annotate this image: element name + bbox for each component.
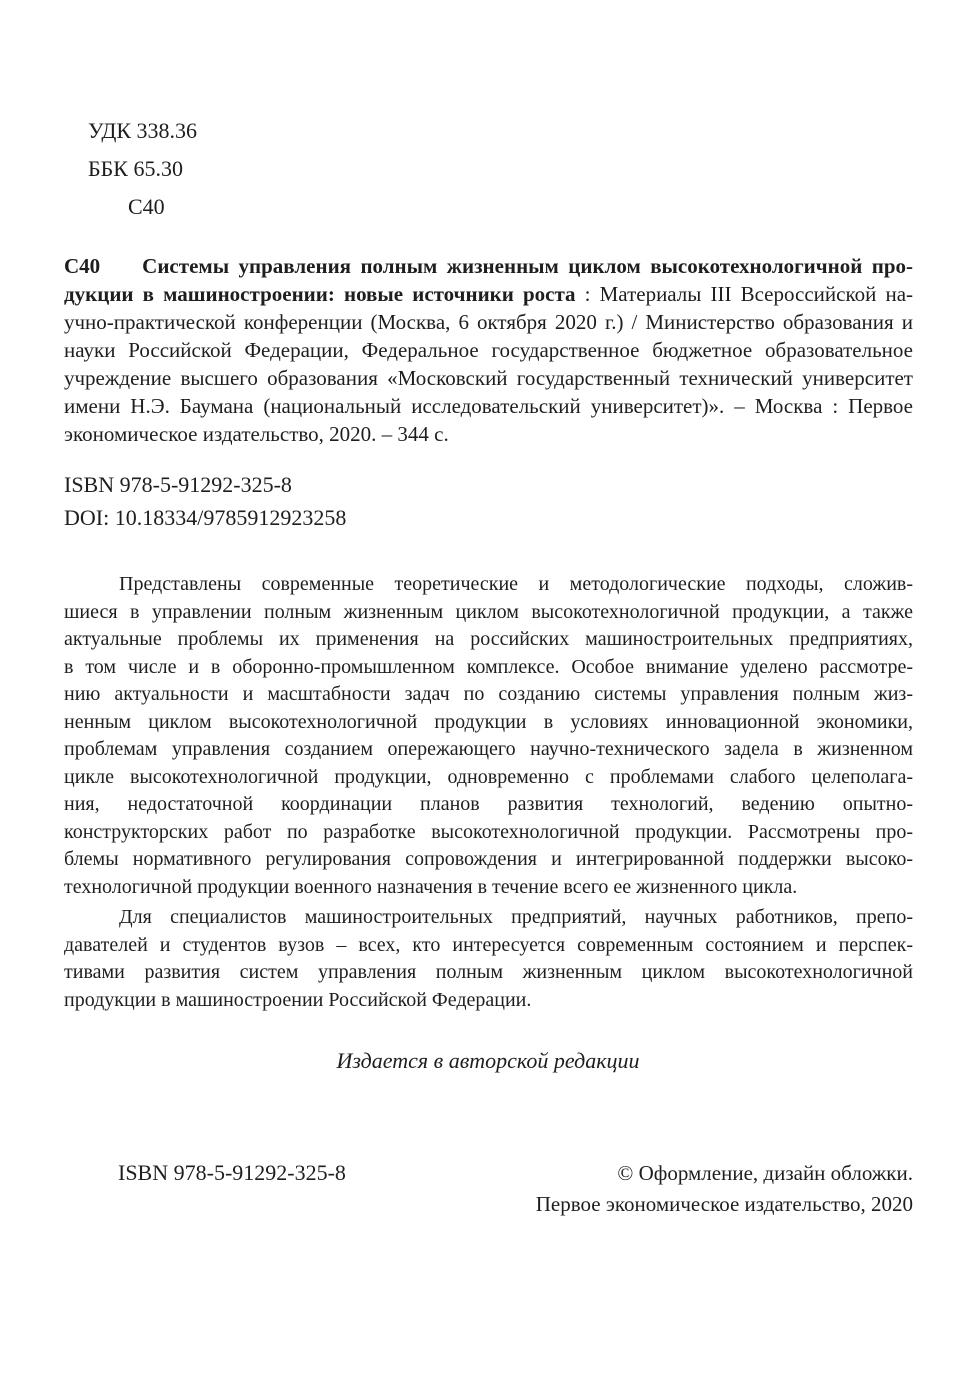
text-segment: имени Н.Э. Баумана (национальный исследовательский университет)». – Москва : Первое [64, 394, 913, 418]
text-line [64, 364, 913, 392]
text-segment: шиеся в управлении полным жизненным циклом высокотехнологичной продукции, а также [64, 600, 913, 623]
text-line [64, 420, 913, 448]
abstract-paragraph-1 [64, 571, 913, 901]
text-line [64, 987, 913, 1015]
text-line [64, 252, 913, 280]
text-segment: цикле высокотехнологичной продукции, одновременно с проблемами слабого целеполага- [64, 765, 913, 788]
text-line [64, 681, 913, 709]
text-segment: С40 [64, 254, 101, 278]
text-segment: науки Российской Федерации, Федеральное государственное бюджетное образовательное [64, 338, 913, 362]
udk-code: УДК 338.36 [88, 118, 198, 143]
text-line [64, 904, 913, 932]
text-segment: продукции в машиностроении Российской Федерации. [64, 988, 532, 1011]
bibliographic-description-paragraph [64, 252, 913, 448]
footer-isbn: ISBN 978-5-91292-325-8 [118, 1160, 346, 1185]
text-line [64, 599, 913, 627]
identifiers-block [64, 468, 346, 534]
text-segment: технологичной продукции военного назначения в течение всего ее жизненного цикла. [64, 875, 798, 898]
text-line [64, 959, 913, 987]
edition-note: Издается в авторской редакции [336, 1048, 640, 1073]
text-segment: ненным циклом высокотехнологичной продукции в условиях инновационной экономики, [64, 710, 913, 733]
text-line [64, 764, 913, 792]
isbn-line: ISBN 978-5-91292-325-8 [64, 472, 292, 497]
text-segment: Для специалистов машиностроительных предприятий, научных работников, препо- [119, 906, 913, 928]
text-line [64, 308, 913, 336]
text-segment: учреждение высшего образования «Московский государственный технический университет [64, 366, 913, 390]
author-sign-code: С40 [128, 194, 165, 219]
text-segment: ния, недостаточной координации планов развития технологий, ведению опытно- [64, 793, 913, 815]
text-segment: актуальные проблемы их применения на российских машиностроительных предприятиях, [64, 628, 913, 650]
bbk-code: ББК 65.30 [88, 156, 183, 181]
abstract-paragraph-2 [64, 904, 913, 1014]
text-line [64, 626, 913, 654]
text-segment: блемы нормативного регулирования сопровождения и интегрированной поддержки высоко- [64, 848, 913, 870]
text-segment: учно-практической конференции (Москва, 6 октября 2020 г.) / Министерство образования и [64, 310, 913, 334]
text-segment: в том числе и в оборонно-промышленном комплексе. Особое внимание уделено рассмотре- [64, 655, 913, 678]
copyright-line-1: © Оформление, дизайн обложки. [617, 1161, 913, 1185]
text-line [64, 791, 913, 819]
text-line [64, 846, 913, 874]
text-line [64, 932, 913, 960]
text-line [64, 336, 913, 364]
text-line [64, 280, 913, 308]
text-segment: экономическое издательство, 2020. – 344 с. [64, 422, 449, 446]
text-segment: давателей и студентов вузов – всех, кто интересуется современным состоянием и перспек- [64, 933, 913, 956]
text-segment: дукции в машиностроении: новые источники роста [64, 282, 576, 306]
doi-line: DOI: 10.18334/9785912923258 [64, 505, 347, 530]
classification-codes-block [88, 112, 197, 226]
text-line [64, 819, 913, 847]
text-line [64, 654, 913, 682]
text-segment: тивами развития систем управления полным жизненным циклом высокотехнологичной [64, 961, 913, 983]
text-line [64, 392, 913, 420]
text-segment: проблемам управления созданием опережающего научно-технического задела в жизненном [64, 738, 913, 760]
text-segment: Представлены современные теоретические и методологические подходы, сложив- [119, 573, 913, 595]
text-line [64, 709, 913, 737]
text-line [64, 736, 913, 764]
text-line [64, 874, 913, 902]
footer-copyright-block [536, 1158, 913, 1220]
text-segment: : Материалы III Всероссийской на- [575, 282, 913, 306]
text-segment: конструкторских работ по разработке высокотехнологичной продукции. Рассмотрены про- [64, 820, 913, 843]
text-line [64, 571, 913, 599]
text-segment: Системы управления полным жизненным циклом высокотехнологичной про- [142, 254, 913, 278]
text-segment: нию актуальности и масштабности задач по созданию системы управления полным жиз- [64, 683, 913, 705]
copyright-line-2: Первое экономическое издательство, 2020 [535, 1192, 913, 1216]
